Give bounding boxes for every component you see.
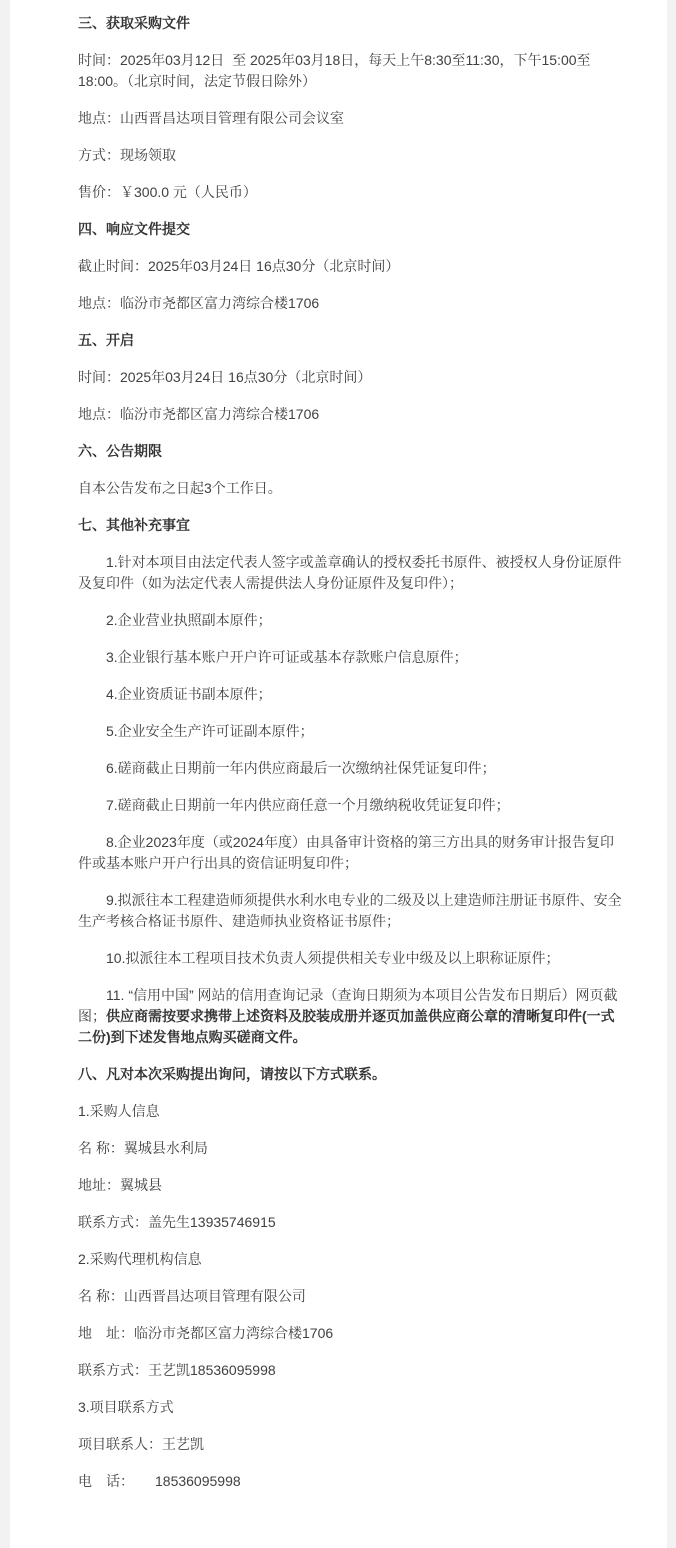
requirement-item-7: 7.磋商截止日期前一年内供应商任意一个月缴纳税收凭证复印件； (106, 797, 510, 813)
submission-location: 地点：临汾市尧都区富力湾综合楼1706 (78, 295, 320, 311)
section-heading-opening: 五、开启 (78, 332, 134, 348)
opening-time: 时间：2025年03月24日 16点30分（北京时间） (78, 369, 372, 385)
announcement-body (10, 0, 667, 1548)
submission-deadline: 截止时间：2025年03月24日 16点30分（北京时间） (78, 258, 400, 274)
project-contact-phone: 电 话： 18536095998 (78, 1473, 241, 1489)
purchaser-address: 地址：翼城县 (78, 1177, 162, 1193)
section-heading-announcement-period: 六、公告期限 (78, 443, 162, 459)
obtain-price: 售价：￥300.0 元（人民币） (78, 184, 257, 200)
section-heading-obtain-documents: 三、获取采购文件 (78, 15, 190, 31)
requirement-item-6: 6.磋商截止日期前一年内供应商最后一次缴纳社保凭证复印件； (106, 760, 496, 776)
requirement-item-5: 5.企业安全生产许可证副本原件； (106, 723, 314, 739)
agency-info-label: 2.采购代理机构信息 (78, 1251, 202, 1267)
section-heading-submission: 四、响应文件提交 (78, 221, 190, 237)
section-heading-supplementary: 七、其他补充事宜 (78, 517, 190, 533)
requirement-item-11 (78, 985, 622, 1048)
agency-name: 名 称：山西晋昌达项目管理有限公司 (78, 1288, 306, 1304)
requirement-item-11-text: 11. “信用中国” 网站的信用查询记录（查询日期须为本项目公告发布日期后）网页截图； (78, 987, 618, 1024)
project-contact-person: 项目联系人：王艺凯 (78, 1436, 204, 1452)
obtain-time: 时间：2025年03月12日 至 2025年03月18日，每天上午8:30至11:30，下午15:00至18:00。（北京时间，法定节假日除外） (78, 52, 591, 89)
requirement-item-1: 1.针对本项目由法定代表人签字或盖章确认的授权委托书原件、被授权人身份证原件及复印件（如为法定代表人需提供法人身份证原件及复印件）； (78, 554, 622, 591)
requirement-item-9: 9.拟派往本工程建造师须提供水利水电专业的二级及以上建造师注册证书原件、安全生产考核合格证书原件、建造师执业资格证书原件； (78, 892, 622, 929)
project-contact-label: 3.项目联系方式 (78, 1399, 174, 1415)
requirement-item-8: 8.企业2023年度（或2024年度）由具备审计资格的第三方出具的财务审计报告复印件或基本账户开户行出具的资信证明复印件； (78, 834, 614, 871)
purchaser-info-label: 1.采购人信息 (78, 1103, 160, 1119)
requirement-item-11-bold-notice: 供应商需按要求携带上述资料及胶装成册并逐页加盖供应商公章的清晰复印件(一式二份)到下述发售地点购买磋商文件。 (78, 1008, 615, 1045)
purchaser-name: 名 称：翼城县水利局 (78, 1140, 208, 1156)
agency-contact: 联系方式：王艺凯18536095998 (78, 1362, 276, 1378)
opening-location: 地点：临汾市尧都区富力湾综合楼1706 (78, 406, 320, 422)
obtain-location: 地点：山西晋昌达项目管理有限公司会议室 (78, 110, 344, 126)
agency-address: 地 址：临汾市尧都区富力湾综合楼1706 (78, 1325, 334, 1341)
requirement-item-2: 2.企业营业执照副本原件； (106, 612, 272, 628)
obtain-method: 方式：现场领取 (78, 147, 176, 163)
purchaser-contact: 联系方式：盖先生13935746915 (78, 1214, 276, 1230)
requirement-item-4: 4.企业资质证书副本原件； (106, 686, 272, 702)
announcement-period-duration: 自本公告发布之日起3个工作日。 (78, 480, 282, 496)
requirement-item-3: 3.企业银行基本账户开户许可证或基本存款账户信息原件； (106, 649, 468, 665)
section-heading-contact: 八、凡对本次采购提出询问，请按以下方式联系。 (78, 1066, 386, 1082)
requirement-item-10: 10.拟派往本工程项目技术负责人须提供相关专业中级及以上职称证原件； (106, 950, 560, 966)
